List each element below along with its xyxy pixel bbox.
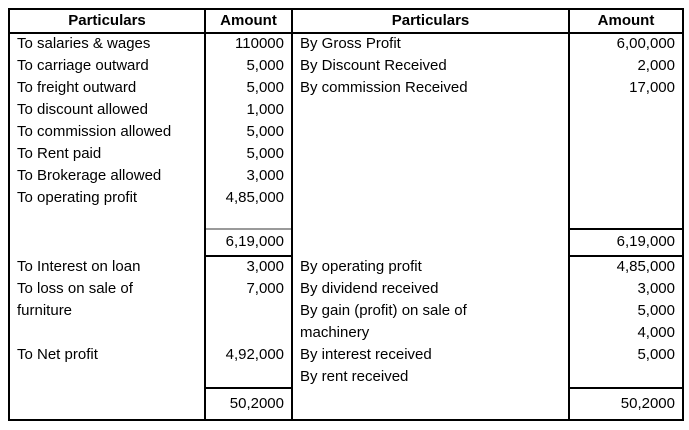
empty-cell — [292, 209, 569, 229]
credit-amount-cell — [569, 121, 683, 143]
credit-amount-cell: 6,00,000 — [616, 35, 675, 53]
total-row — [9, 388, 683, 420]
debit-amount-cell: 4,85,000 — [205, 187, 292, 209]
debit-amount-cell: 5,000 — [205, 143, 292, 165]
debit-amount-cell: 110000 — [205, 33, 292, 55]
table-row — [9, 121, 683, 143]
credit-particulars-cell: By interest received — [292, 344, 569, 366]
table-row — [9, 300, 683, 322]
debit-total-cell: 50,2000 — [205, 388, 292, 420]
debit-amount-cell — [205, 300, 292, 322]
table-row — [9, 278, 683, 300]
credit-particulars-cell — [292, 121, 569, 143]
debit-amount-cell — [205, 366, 292, 388]
credit-particulars-cell: By commission Received — [292, 77, 569, 99]
spacer-row — [9, 209, 683, 229]
credit-amount-cell: 5,000 — [637, 301, 675, 319]
credit-amount-cell: 4,85,000 — [616, 258, 675, 276]
credit-particulars-cell: By Discount Received — [292, 55, 569, 77]
debit-particulars-cell: To carriage outward — [9, 55, 205, 77]
credit-amount-cell: 2,000 — [637, 56, 675, 74]
credit-particulars-cell: By gain (profit) on sale of — [292, 300, 569, 322]
empty-cell — [205, 209, 292, 229]
debit-amount-cell: 5,000 — [205, 121, 292, 143]
debit-amount-cell: 1,000 — [205, 99, 292, 121]
debit-amount-cell: 5,000 — [205, 55, 292, 77]
header-credit-particulars: Particulars — [292, 9, 569, 33]
credit-amount-cell — [569, 187, 683, 209]
credit-amount-cell: 17,000 — [629, 78, 675, 96]
header-debit-particulars: Particulars — [9, 9, 205, 33]
credit-subtotal-cell: 6,19,000 — [569, 229, 683, 256]
debit-particulars-cell: To Rent paid — [9, 143, 205, 165]
table-row — [9, 143, 683, 165]
credit-particulars-cell: machinery — [292, 322, 569, 344]
empty-cell — [9, 388, 205, 420]
debit-particulars-cell: To loss on sale of — [9, 278, 205, 300]
debit-subtotal-cell: 6,19,000 — [205, 229, 292, 256]
table-row — [9, 256, 683, 278]
debit-particulars-cell: To Brokerage allowed — [9, 165, 205, 187]
header-row — [9, 9, 683, 33]
debit-amount-cell: 4,92,000 — [205, 344, 292, 366]
header-debit-amount: Amount — [205, 9, 292, 33]
debit-particulars-cell — [9, 322, 205, 344]
debit-particulars-cell: To commission allowed — [9, 121, 205, 143]
table-row — [9, 187, 683, 209]
table-row — [9, 366, 683, 388]
debit-amount-cell: 3,000 — [205, 256, 292, 278]
empty-cell — [9, 209, 205, 229]
credit-particulars-cell — [292, 143, 569, 165]
debit-particulars-cell: To Interest on loan — [9, 256, 205, 278]
debit-amount-cell: 3,000 — [205, 165, 292, 187]
table-row — [9, 33, 683, 55]
header-credit-amount: Amount — [569, 9, 683, 33]
empty-cell — [292, 229, 569, 256]
subtotal-row — [9, 229, 683, 256]
table-row — [9, 344, 683, 366]
credit-particulars-cell — [292, 187, 569, 209]
credit-total-cell: 50,2000 — [569, 388, 683, 420]
debit-particulars-cell: To Net profit — [9, 344, 205, 366]
debit-amount-cell: 7,000 — [205, 278, 292, 300]
table-row — [9, 99, 683, 121]
credit-amount-cell: 3,000 — [637, 279, 675, 297]
credit-particulars-cell: By operating profit — [292, 256, 569, 278]
empty-cell — [9, 229, 205, 256]
debit-particulars-cell: To operating profit — [9, 187, 205, 209]
table-row — [9, 77, 683, 99]
credit-amount-cell — [569, 165, 683, 187]
credit-amount-cell — [569, 143, 683, 165]
credit-amount-cell: 4,000 — [637, 323, 675, 341]
credit-particulars-cell: By Gross Profit — [292, 33, 569, 55]
empty-cell — [569, 209, 683, 229]
debit-particulars-cell: furniture — [9, 300, 205, 322]
debit-particulars-cell — [9, 366, 205, 388]
credit-amount-cell: 5,000 — [637, 345, 675, 363]
credit-particulars-cell: By dividend received — [292, 278, 569, 300]
table-row — [9, 165, 683, 187]
profit-loss-table — [8, 8, 684, 421]
credit-amount-cell — [569, 99, 683, 121]
credit-particulars-cell: By rent received — [292, 366, 569, 388]
debit-particulars-cell: To salaries & wages — [9, 33, 205, 55]
credit-particulars-cell — [292, 99, 569, 121]
debit-particulars-cell: To freight outward — [9, 77, 205, 99]
credit-amount-cell — [569, 366, 683, 388]
empty-cell — [292, 388, 569, 420]
debit-amount-cell — [205, 322, 292, 344]
table-row — [9, 322, 683, 344]
debit-amount-cell: 5,000 — [205, 77, 292, 99]
debit-particulars-cell: To discount allowed — [9, 99, 205, 121]
credit-particulars-cell — [292, 165, 569, 187]
table-row — [9, 55, 683, 77]
